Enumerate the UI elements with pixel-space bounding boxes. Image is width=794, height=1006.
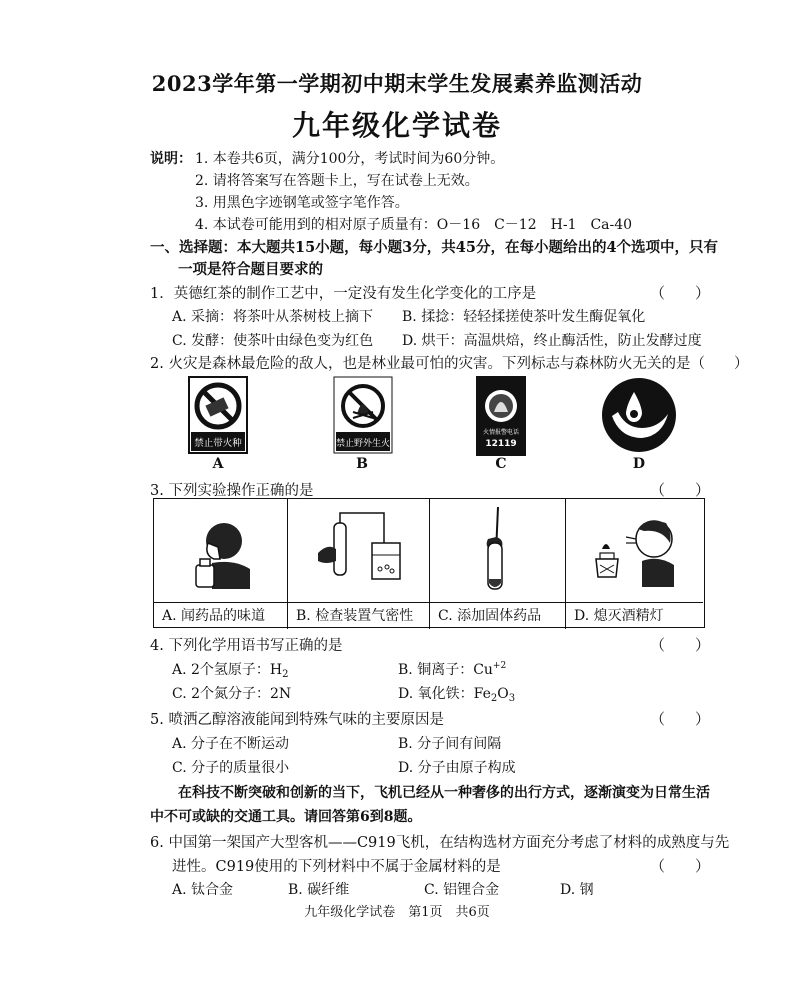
reading-passage-cont: 中不可或缺的交通工具。请回答第6到8题。 <box>150 809 422 825</box>
q4-option-c: C. 2个氮分子：2N <box>172 686 292 702</box>
q6-option-a: A. 钛合金 <box>172 882 234 898</box>
q4-option-d: D. 氧化铁：$Fe_2O_3$ <box>398 686 516 704</box>
answer-paren: （ ） <box>650 857 711 875</box>
sign-a-caption: 禁止带火种 <box>194 438 242 449</box>
experiment-caption-d: D. 熄灭酒精灯 <box>566 602 703 629</box>
add-solid-reagent-illustration <box>430 503 565 599</box>
fire-alarm-phone-sign <box>476 376 526 456</box>
sign-b-caption: 禁止野外生火 <box>335 439 391 449</box>
experiment-cell-a <box>154 499 288 629</box>
q6-option-c: C. 铝锂合金 <box>424 882 500 898</box>
q6-option-b: B. 碳纤维 <box>288 882 350 898</box>
question-6-stem: 6. 中国第一架国产大型客机——C919飞机，在结构选材方面充分考虑了材料的成熟度与先 <box>150 835 730 851</box>
q1-option-c: C. 发酵：使茶叶由绿色变为红色 <box>172 333 374 349</box>
sign-c-letter: C <box>495 456 507 472</box>
no-open-fire-sign <box>333 376 393 454</box>
experiment-cell-c <box>430 499 566 629</box>
answer-paren: （ ） <box>650 710 711 728</box>
experiment-caption-a: A. 闻药品的味道 <box>154 602 287 629</box>
exam-subject-title: 九年级化学试卷 <box>291 109 502 142</box>
experiment-cell-b <box>288 499 430 629</box>
question-6-stem-cont: 进性。C919使用的下列材料中不属于金属材料的是 <box>172 859 501 875</box>
instructions-label: 说明： <box>150 151 192 167</box>
experiment-table <box>153 498 705 628</box>
airtightness-check-illustration <box>288 503 429 599</box>
q1-option-b: B. 揉捻：轻轻揉搓使茶叶发生酶促氧化 <box>402 309 646 325</box>
sign-d-letter: D <box>632 456 646 472</box>
smell-chemical-illustration <box>154 503 287 599</box>
experiment-caption-b: B. 检查装置气密性 <box>288 602 429 629</box>
q5-option-b: B. 分子间有间隔 <box>398 736 502 752</box>
q4-option-a: A. 2个氢原子：$H_2$ <box>172 662 289 680</box>
experiment-caption-c: C. 添加固体药品 <box>430 602 565 629</box>
page-footer: 九年级化学试卷 第1页 共6页 <box>304 905 490 920</box>
question-1-stem: 1．英德红茶的制作工艺中，一定没有发生化学变化的工序是 <box>150 286 537 302</box>
blow-out-lamp-illustration <box>566 503 703 599</box>
sign-b-letter: B <box>356 456 368 472</box>
q5-option-d: D. 分子由原子构成 <box>398 760 516 776</box>
answer-paren: （ ） <box>650 284 711 302</box>
section-heading: 一、选择题：本大题共15小题，每小题3分，共45分，在每小题给出的4个选项中，只有 <box>150 239 719 256</box>
experiment-cell-d <box>566 499 703 629</box>
q6-option-d: D. 钢 <box>560 882 594 898</box>
sign-c-caption: 火情报警电话 <box>482 429 520 436</box>
answer-paren: （ ） <box>650 636 711 654</box>
reading-passage: 在科技不断突破和创新的当下，飞机已经从一种奢侈的出行方式，逐渐演变为日常生活 <box>178 785 710 801</box>
instruction-item: 2. 请将答案写在答题卡上，写在试卷上无效。 <box>195 173 479 189</box>
question-4-stem: 4. 下列化学用语书写正确的是 <box>150 638 343 654</box>
water-saving-logo <box>600 376 678 454</box>
question-3-stem: 3. 下列实验操作正确的是 <box>150 483 314 499</box>
exam-header-title: 2023学年第一学期初中期末学生发展素养监测活动 <box>151 71 643 96</box>
question-2-stem: 2. 火灾是森林最危险的敌人，也是林业最可怕的灾害。下列标志与森林防火无关的是（ ） <box>150 356 749 372</box>
q1-option-a: A. 采摘：将茶叶从茶树枝上摘下 <box>172 309 374 325</box>
no-fire-source-sign <box>188 376 248 454</box>
instruction-item: 1. 本卷共6页，满分100分，考试时间为60分钟。 <box>195 151 505 167</box>
q5-option-a: A. 分子在不断运动 <box>172 736 290 752</box>
answer-paren: （ ） <box>650 481 711 499</box>
section-heading-cont: 一项是符合题目要求的 <box>178 261 323 278</box>
question-5-stem: 5. 喷洒乙醇溶液能闻到特殊气味的主要原因是 <box>150 712 444 728</box>
instruction-item: 3. 用黑色字迹钢笔或签字笔作答。 <box>195 195 409 211</box>
sign-a-letter: A <box>212 456 224 472</box>
q4-option-b: B. 铜离子：$Cu^{+2}$ <box>398 661 507 678</box>
instruction-item: 4. 本试卷可能用到的相对原子质量有：O－16 C－12 H-1 Ca-40 <box>195 217 633 233</box>
q5-option-c: C. 分子的质量很小 <box>172 760 290 776</box>
q1-option-d: D. 烘干：高温烘焙，终止酶活性，防止发酵过度 <box>402 333 702 349</box>
sign-c-number: 12119 <box>485 439 517 449</box>
